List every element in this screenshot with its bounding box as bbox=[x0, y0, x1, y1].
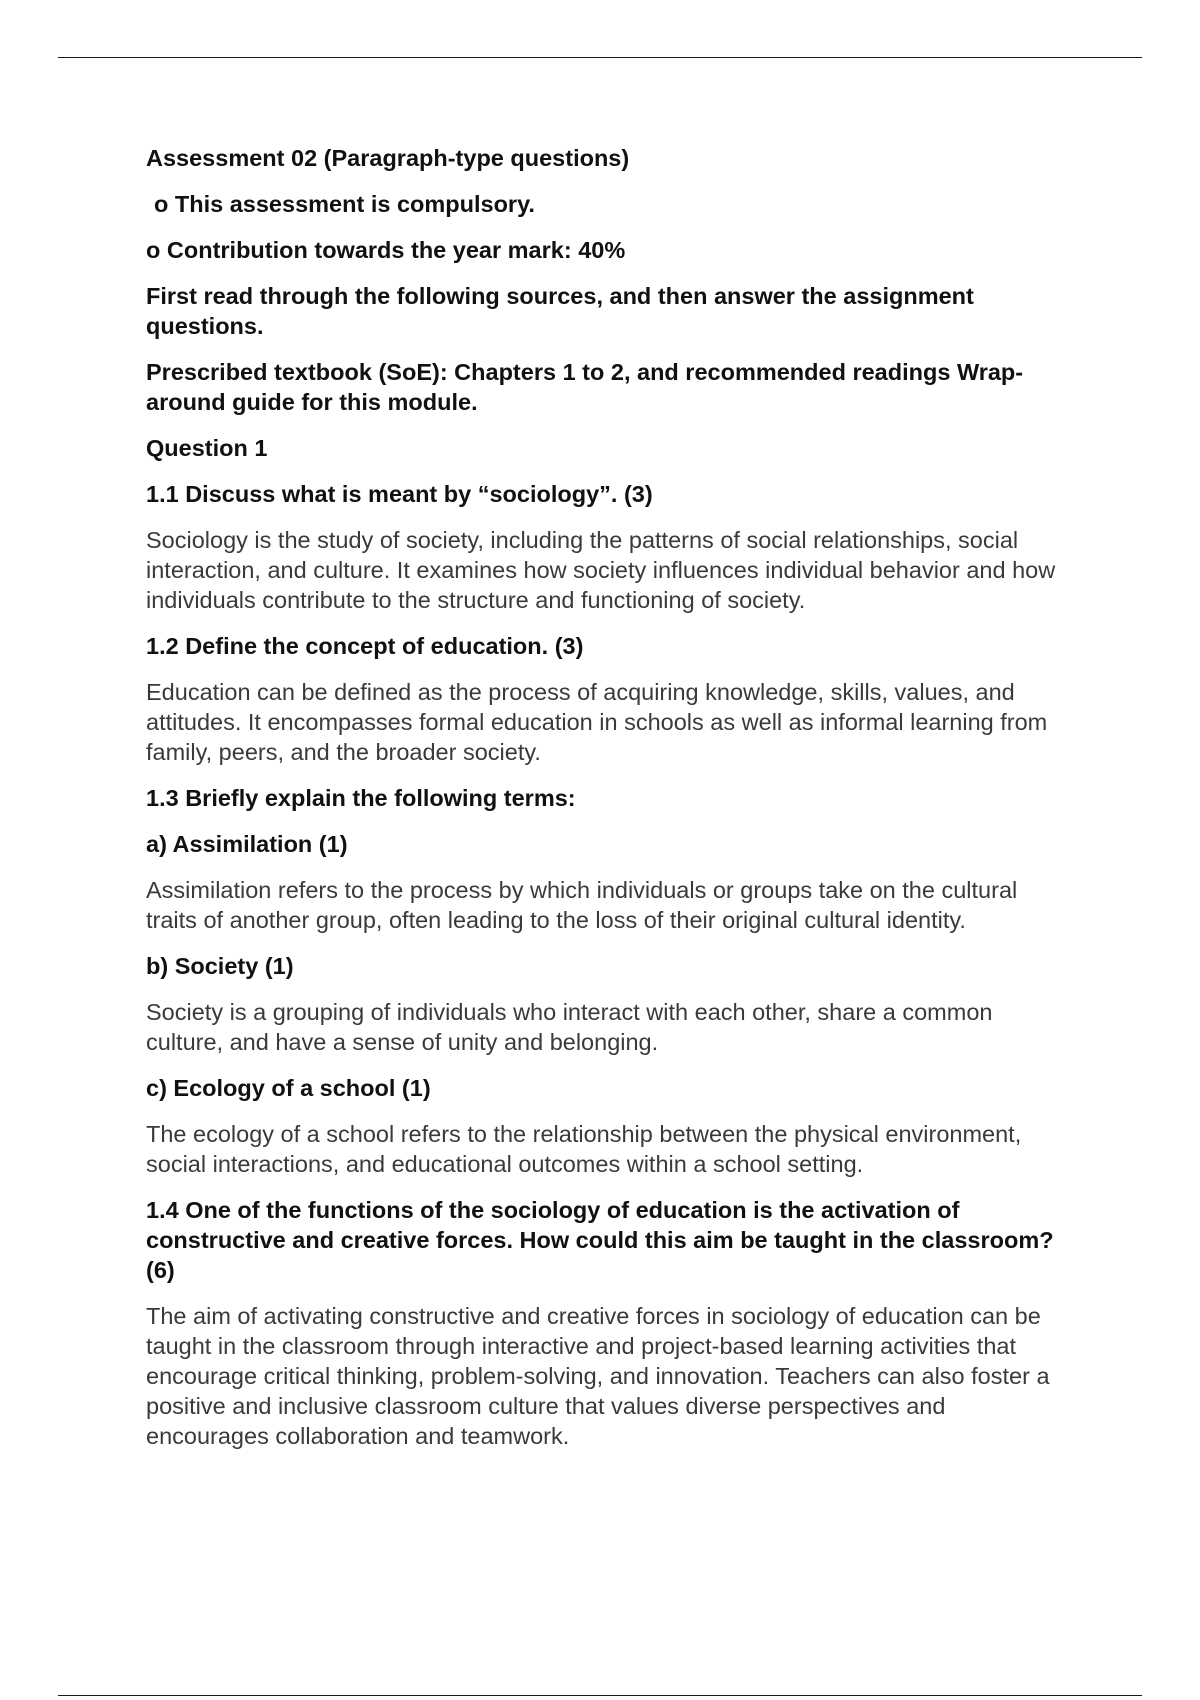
compulsory-note: o This assessment is compulsory. bbox=[154, 191, 535, 217]
top-rule bbox=[58, 57, 1142, 58]
q1-2-answer: Education can be defined as the process of acquiring knowledge, skills, values, and attitudes. It encompasses formal education in schools as well as informal learning from family, peers, and the broader society. bbox=[146, 679, 1048, 765]
q1-3-prompt: 1.3 Briefly explain the following terms: bbox=[146, 785, 576, 811]
assessment-title: Assessment 02 (Paragraph-type questions) bbox=[146, 145, 630, 171]
q1-1-prompt: 1.1 Discuss what is meant by “sociology”. (3) bbox=[146, 481, 653, 507]
q1-4-prompt: 1.4 One of the functions of the sociology of education is the activation of constructive and creative forces. How could this aim be taught in the classroom? (6) bbox=[146, 1197, 1054, 1283]
q1-2-prompt: 1.2 Define the concept of education. (3) bbox=[146, 633, 584, 659]
instructions: First read through the following sources, and then answer the assignment questions. bbox=[146, 283, 974, 339]
q1-4-answer: The aim of activating constructive and creative forces in sociology of education can be taught in the classroom through interactive and project-based learning activities that encourage critical thinking, problem-solving, and innovation. Teachers can also foster a positive and inclusive classroom culture that values diverse perspectives and encourages collaboration and teamwork. bbox=[146, 1303, 1050, 1449]
q1-3a-answer: Assimilation refers to the process by which individuals or groups take on the cultural traits of another group, often leading to the loss of their original cultural identity. bbox=[146, 877, 1018, 933]
q1-3b-answer: Society is a grouping of individuals who interact with each other, share a common culture, and have a sense of unity and belonging. bbox=[146, 999, 993, 1055]
question-heading: Question 1 bbox=[146, 435, 268, 461]
bottom-rule bbox=[58, 1695, 1142, 1696]
q1-3c-prompt: c) Ecology of a school (1) bbox=[146, 1075, 431, 1101]
q1-3c-answer: The ecology of a school refers to the relationship between the physical environment, social interactions, and educational outcomes within a school setting. bbox=[146, 1121, 1022, 1177]
contribution-note: o Contribution towards the year mark: 40% bbox=[146, 237, 626, 263]
prescribed-textbook: Prescribed textbook (SoE): Chapters 1 to 2, and recommended readings Wrap-around guide for this module. bbox=[146, 359, 1024, 415]
q1-3a-prompt: a) Assimilation (1) bbox=[146, 831, 348, 857]
q1-1-answer: Sociology is the study of society, including the patterns of social relationships, social interaction, and culture. It examines how society influences individual behavior and how individuals contribute to the structure and functioning of society. bbox=[146, 527, 1056, 613]
document-body bbox=[146, 143, 1061, 1467]
q1-3b-prompt: b) Society (1) bbox=[146, 953, 294, 979]
